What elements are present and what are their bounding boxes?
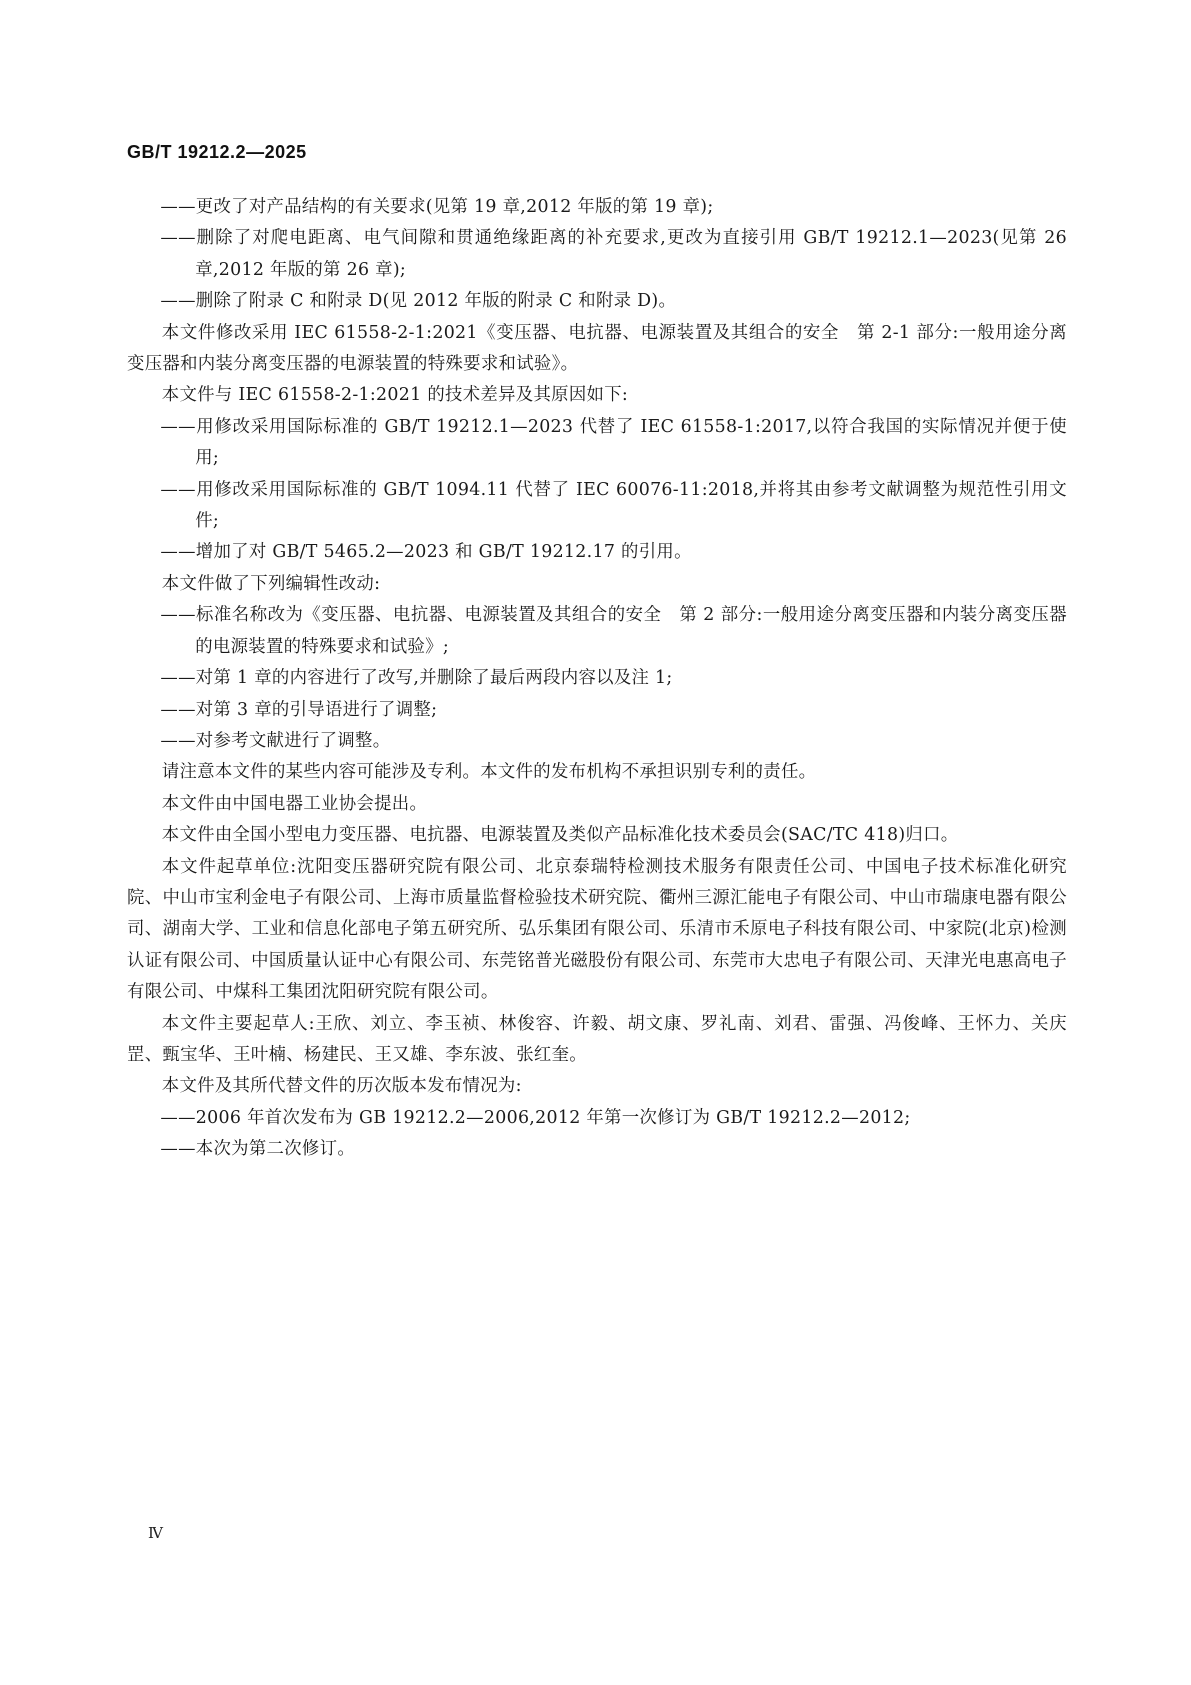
committee-statement: 本文件由全国小型电力变压器、电抗器、电源装置及类似产品标准化技术委员会(SAC/TC 418)归口。 (161, 825, 959, 846)
technical-differences-intro: 本文件与 IEC 61558-2-1:2021 的技术差异及其原因如下: (161, 385, 629, 406)
change-item-annex-removal: ——删除了附录 C 和附录 D(见 2012 年版的附录 C 和附录 D)。 (160, 291, 677, 312)
change-item-creepage-distance: ——删除了对爬电距离、电气间隙和贯通绝缘距离的补充要求,更改为直接引用 GB/T 19212.1—2023(见第 26 章,2012 年版的第 26 章); (160, 228, 1067, 280)
technical-difference-item: ——用修改采用国际标准的 GB/T 19212.1—2023 代替了 IEC 61558-1:2017,以符合我国的实际情况并便于使用; (160, 416, 1067, 469)
page-number: Ⅳ (148, 1524, 163, 1542)
technical-difference-item: ——增加了对 GB/T 5465.2—2023 和 GB/T 19212.17 的引用。 (160, 542, 692, 563)
change-item-product-structure: ——更改了对产品结构的有关要求(见第 19 章,2012 年版的第 19 章); (160, 197, 714, 217)
patent-notice: 请注意本文件的某些内容可能涉及专利。本文件的发布机构不承担识别专利的责任。 (161, 762, 817, 783)
document-body (127, 192, 1067, 1166)
technical-difference-item: ——用修改采用国际标准的 GB/T 1094.11 代替了 IEC 60076-11:2018,并将其由参考文献调整为规范性引用文件; (160, 479, 1067, 532)
editorial-change-item: ——对第 3 章的引导语进行了调整; (160, 699, 438, 720)
standard-code-header: GB/T 19212.2—2025 (127, 142, 307, 162)
editorial-changes-intro: 本文件做了下列编辑性改动: (161, 573, 381, 594)
proposer-statement: 本文件由中国电器工业协会提出。 (161, 793, 428, 814)
version-history-item: ——2006 年首次发布为 GB 19212.2—2006,2012 年第一次修订为 GB/T 19212.2—2012; (160, 1107, 911, 1128)
version-history-item: ——本次为第二次修订。 (160, 1139, 356, 1160)
editorial-change-item: ——对参考文献进行了调整。 (160, 730, 391, 751)
main-drafters: 本文件主要起草人:王欣、刘立、李玉祯、林俊容、许毅、胡文康、罗礼南、刘君、雷强、冯俊峰、王怀力、关庆罡、甄宝华、王叶楠、杨建民、王又雄、李东波、张红奎。 (127, 1013, 1067, 1065)
adoption-statement: 本文件修改采用 IEC 61558-2-1:2021《变压器、电抗器、电源装置及其组合的安全 第 2-1 部分:一般用途分离变压器和内装分离变压器的电源装置的特殊要求和试验》。 (127, 322, 1067, 375)
editorial-change-item: ——标准名称改为《变压器、电抗器、电源装置及其组合的安全 第 2 部分:一般用途分离变压器和内装分离变压器的电源装置的特殊要求和试验》; (160, 605, 1067, 657)
version-history-intro: 本文件及其所代替文件的历次版本发布情况为: (161, 1076, 522, 1097)
editorial-change-item: ——对第 1 章的内容进行了改写,并删除了最后两段内容以及注 1; (160, 668, 673, 689)
drafting-organizations: 本文件起草单位:沈阳变压器研究院有限公司、北京泰瑞特检测技术服务有限责任公司、中国电子技术标准化研究院、中山市宝利金电子有限公司、上海市质量监督检验技术研究院、衢州三源汇能电子有限公司、中山市瑞康电器有限公司、湖南大学、工业和信息化部电子第五研究所、弘乐集团有限公司、乐清市禾原电子科技有限公司、中家院(北京)检测认证有限公司、中国质量认证中心有限公司、东莞铭普光磁股份有限公司、东莞市大忠电子有限公司、天津光电惠高电子有限公司、中煤科工集团沈阳研究院有限公司。 (127, 856, 1067, 1003)
